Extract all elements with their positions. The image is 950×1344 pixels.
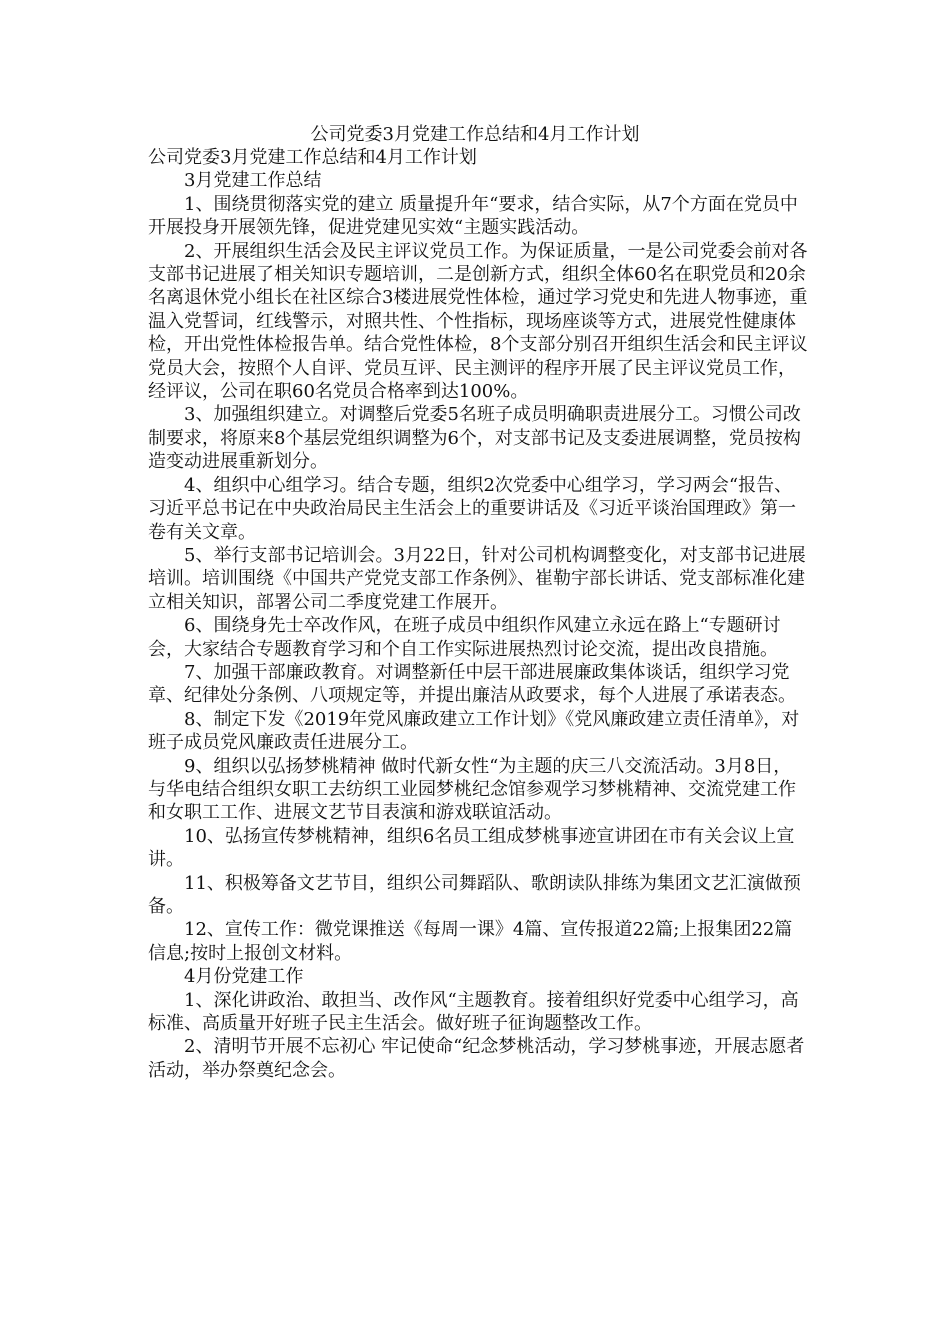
document-title: 公司党委3月党建工作总结和4月工作计划 [310,124,640,145]
document-paragraph: 2、清明节开展不忘初心 牢记使命“纪念梦桃活动，学习梦桃事迹，开展志愿者活动，举办祭奠纪念会。 [148,1036,805,1081]
document-paragraph: 1、深化讲政治、敢担当、改作风“主题教育。接着组织好党委中心组学习，高标准、高质量开好班子民主生活会。做好班子征询题整改工作。 [148,989,799,1035]
document-paragraph: 6、围绕身先士卒改作风，在班子成员中组织作风建立永远在路上“专题研讨会，大家结合专题教育学习和个自工作实际进展热烈讨论交流，提出改良措施。 [148,615,781,660]
document-subtitle: 公司党委3月党建工作总结和4月工作计划 [148,147,477,168]
document-paragraph: 8、制定下发《2019年党风廉政建立工作计划》《党风廉政建立责任清单》，对班子成员党风廉政责任进展分工。 [148,708,800,754]
document-paragraph: 12、宣传工作：微党课推送《每周一课》4篇、宣传报道22篇;上报集团22篇信息;按时上报创文材料。 [148,919,793,964]
document-paragraph: 3、加强组织建立。对调整后党委5名班子成员明确职责进展分工。习惯公司改制要求，将原来8个基层党组织调整为6个，对支部书记及支委进展调整，党员按构造变动进展重新划分。 [148,404,801,473]
document-paragraph: 4、组织中心组学习。结合专题，组织2次党委中心组学习，学习两会“报告、习近平总书记在中央政治局民主生活会上的重要讲话及《习近平谈治国理政》第一卷有关文章。 [148,474,796,543]
document-paragraph: 3月党建工作总结 [184,170,322,192]
document-paragraph: 2、开展组织生活会及民主评议党员工作。为保证质量，一是公司党委会前对各支部书记进展了相关知识专题培训，二是创新方式，组织全体60名在职党员和20余名离退休党小组长在社区综合3楼进展党性体检，通过学习党史和先进人物事迹，重温入党誓词，红线警示，对照共性、个性指标，现场座谈等方式，进展党性健康体检，开出党性体检报告单。结合党性体检，8个支部分别召开组织生活会和民主评议党员大会，按照个人自评、党员互评、民主测评的程序开展了民主评议党员工作，经评议，公司在职60名党员合格率到达100%。 [148,240,808,403]
document-paragraph: 11、积极筹备文艺节目，组织公司舞蹈队、歌朗读队排练为集团文艺汇演做预备。 [148,872,801,917]
document-paragraph: 1、围绕贯彻落实党的建立 质量提升年“要求，结合实际，从7个方面在党员中开展投身开展领先锋，促进党建见实效“主题实践活动。 [148,193,798,239]
document-paragraph: 5、举行支部书记培训会。3月22日，针对公司机构调整变化，对支部书记进展培训。培训围绕《中国共产党党支部工作条例》、崔勒宇部长讲话、党支部标准化建立相关知识，部署公司二季度党建工作展开。 [148,544,806,613]
document-paragraph: 4月份党建工作 [184,966,304,988]
document-paragraph: 7、加强干部廉政教育。对调整新任中层干部进展廉政集体谈话，组织学习党章、纪律处分条例、八项规定等，并提出廉洁从政要求，每个人进展了承诺表态。 [148,661,796,707]
document-paragraph: 10、弘扬宣传梦桃精神，组织6名员工组成梦桃事迹宣讲团在市有关会议上宣讲。 [148,825,795,871]
document-paragraph: 9、组织以弘扬梦桃精神 做时代新女性“为主题的庆三八交流活动。3月8日，与华电结合组织女职工去纺织工业园梦桃纪念馆参观学习梦桃精神、交流党建工作和女职工工作、进展文艺节目表演和游戏联谊活动。 [148,755,796,824]
document-body [148,146,808,1082]
